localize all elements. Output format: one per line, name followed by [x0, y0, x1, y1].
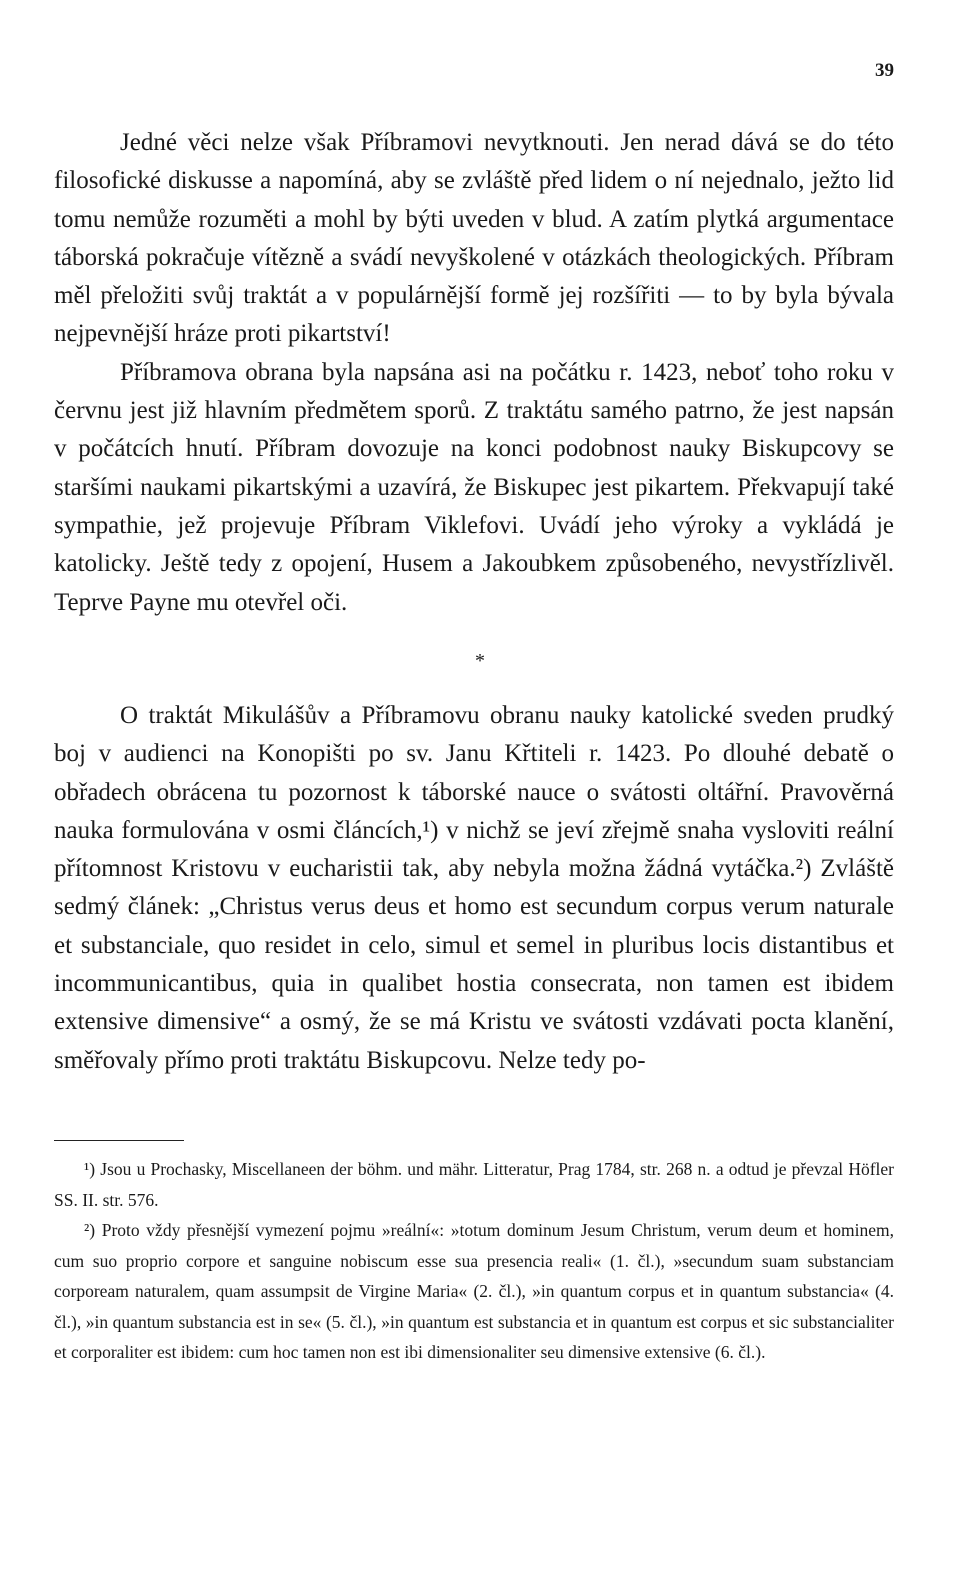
footnote-divider — [54, 1140, 184, 1141]
paragraph-1: Jedné věci nelze však Příbramovi nevytknouti. Jen nerad dává se do této filosofické diskusse a napomíná, aby se zvláště před lidem o ní nejednalo, ježto lid tomu nemůže rozuměti a mohl by býti uveden v blud. A zatím plytká argumentace táborská pokračuje vítězně a svádí nevyškolené v otázkách theologických. Příbram měl přeložiti svůj traktát a v populárnější formě jej rozšířiti — to by byla bývala nejpevnější hráze proti pikartství! — [54, 129, 894, 348]
footnotes — [54, 1154, 894, 1368]
paragraph-3: O traktát Mikulášův a Příbramovu obranu nauky katolické sveden prudký boj v audienci na Konopišti po sv. Janu Křtiteli r. 1423. Po dlouhé debatě o obřadech obrácena tu pozornost k táborské nauce o svátosti oltářní. Pravověrná nauka formulována v osmi článcích,¹) v nichž se jeví zřejmě snaha vysloviti reální přítomnost Kristovu v eucharistii tak, aby nebyla možna žádná vytáčka.²) Zvláště sedmý článek: „Christus verus deus et homo est secundum corpus verum naturale et substanciale, quo residet in celo, simul et semel in pluribus locis distantibus et incommunicantibus, quia in qualibet hostia consecrata, non tamen est ibidem extensive dimensive“ a osmý, že se má Kristu ve svátosti vzdávati pocta klanění, směřovaly přímo proti traktátu Biskupcovu. Nelze tedy po- — [54, 702, 894, 1074]
main-text-section-1 — [54, 124, 894, 622]
main-text-section-2 — [54, 697, 894, 1080]
footnote-1: ¹) Jsou u Prochasky, Miscellaneen der böhm. und mähr. Litteratur, Prag 1784, str. 268 n. a odtud je převzal Höfler SS. II. str. 576. — [54, 1159, 894, 1210]
section-separator-asterisk: * — [475, 650, 485, 672]
footnote-2: ²) Proto vždy přesnější vymezení pojmu »reální«: »totum dominum Jesum Christum, verum deum et hominem, cum suo proprio corpore et sanguine nobiscum esse sua presencia reali« (1. čl.), »secundum suam substanciam corpoream naturalem, quam assumpsit de Virgine Maria« (2. čl.), »in quantum corpus et in quantum substancia« (4. čl.), »in quantum substancia est in se« (5. čl.), »in quantum est substancia et in quantum est corpus et sic substancialiter et corporaliter est ibidem: cum hoc tamen non est ibi dimensionaliter seu dimensive extensive (6. čl.). — [54, 1220, 894, 1362]
paragraph-2: Příbramova obrana byla napsána asi na počátku r. 1423, neboť toho roku v červnu jest již hlavním předmětem sporů. Z traktátu samého patrno, že jest napsán v počátcích hnutí. Příbram dovozuje na konci podobnost nauky Biskupcovy se staršími naukami pikartskými a uzavírá, že Biskupec jest pikartem. Překvapují také sympathie, jež projevuje Příbram Viklefovi. Uvádí jeho výroky a vykládá je katolicky. Ještě tedy z opojení, Husem a Jakoubkem způsobeného, nevystřízlivěl. Teprve Payne mu otevřel oči. — [54, 358, 894, 616]
page-number: 39 — [875, 60, 894, 81]
